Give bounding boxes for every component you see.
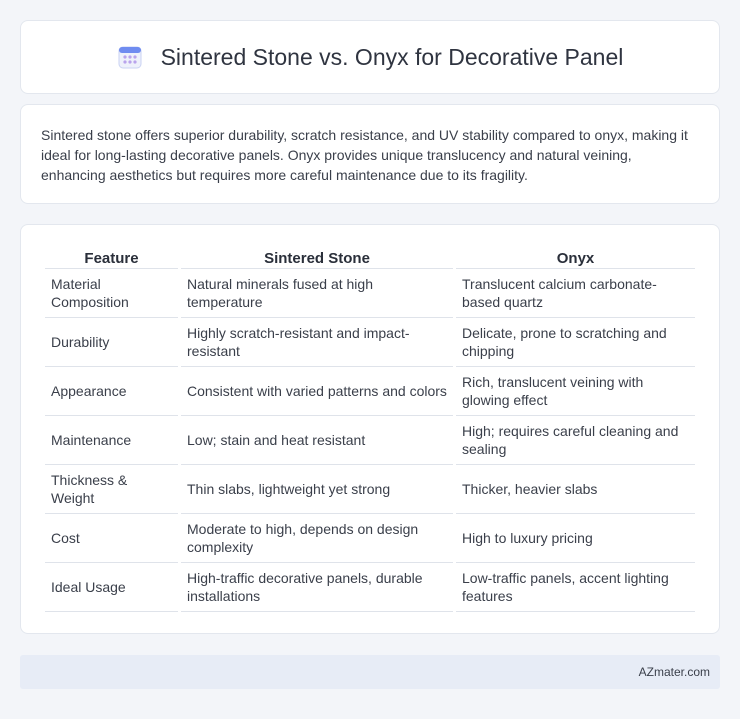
footer-brand: AZmater.com xyxy=(638,665,710,679)
sintered-cell: Thin slabs, lightweight yet strong xyxy=(181,465,453,514)
feature-cell: Maintenance xyxy=(45,416,178,465)
title-card xyxy=(20,20,720,94)
feature-cell: Thickness & Weight xyxy=(45,465,178,514)
sintered-cell: Natural minerals fused at high temperature xyxy=(181,269,453,318)
sintered-cell: Highly scratch-resistant and impact-resistant xyxy=(181,318,453,367)
feature-cell: Ideal Usage xyxy=(45,563,178,612)
onyx-cell: High; requires careful cleaning and sealing xyxy=(456,416,695,465)
footer-bar xyxy=(20,655,720,689)
comparison-table xyxy=(42,245,698,612)
header-onyx: Onyx xyxy=(456,245,695,269)
table-row xyxy=(45,465,695,514)
feature-cell: Material Composition xyxy=(45,269,178,318)
sintered-cell: Low; stain and heat resistant xyxy=(181,416,453,465)
onyx-cell: Translucent calcium carbonate-based quartz xyxy=(456,269,695,318)
table-row xyxy=(45,514,695,563)
table-row xyxy=(45,318,695,367)
table-row xyxy=(45,563,695,612)
onyx-cell: High to luxury pricing xyxy=(456,514,695,563)
onyx-cell: Low-traffic panels, accent lighting features xyxy=(456,563,695,612)
comparison-card xyxy=(20,224,720,634)
header-sintered-stone: Sintered Stone xyxy=(181,245,453,269)
summary-card xyxy=(20,104,720,204)
feature-cell: Cost xyxy=(45,514,178,563)
feature-cell: Appearance xyxy=(45,367,178,416)
table-row xyxy=(45,269,695,318)
calendar-icon xyxy=(117,44,143,70)
onyx-cell: Thicker, heavier slabs xyxy=(456,465,695,514)
sintered-cell: Consistent with varied patterns and colors xyxy=(181,367,453,416)
sintered-cell: High-traffic decorative panels, durable installations xyxy=(181,563,453,612)
onyx-cell: Rich, translucent veining with glowing effect xyxy=(456,367,695,416)
table-row xyxy=(45,367,695,416)
feature-cell: Durability xyxy=(45,318,178,367)
page-title: Sintered Stone vs. Onyx for Decorative Panel xyxy=(160,43,624,70)
header-feature: Feature xyxy=(45,245,178,269)
onyx-cell: Delicate, prone to scratching and chipping xyxy=(456,318,695,367)
table-row xyxy=(45,416,695,465)
sintered-cell: Moderate to high, depends on design complexity xyxy=(181,514,453,563)
table-header-row xyxy=(45,245,695,269)
summary-text: Sintered stone offers superior durability, scratch resistance, and UV stability compared to onyx, making it ideal for long-lasting decorative panels. Onyx provides unique translucency and natural veining, enhancing aesthetics but requires more careful maintenance due to its fragility. xyxy=(41,127,688,183)
